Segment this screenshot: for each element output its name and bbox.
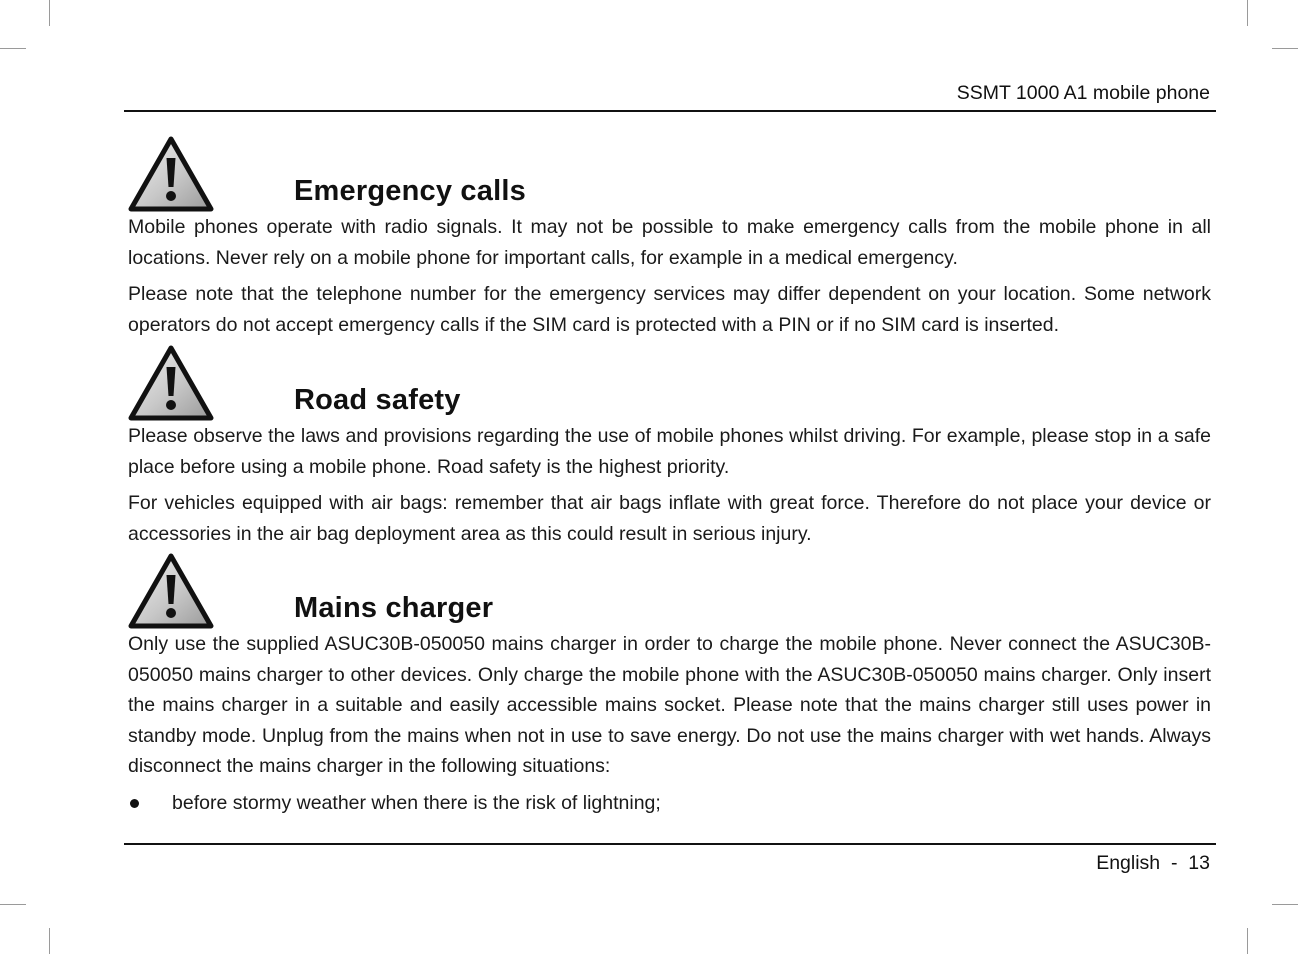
paragraph: For vehicles equipped with air bags: remember that air bags inflate with great force. Therefore do not place your device or accessories in the air bag deployment area as this could result in serious injury. (128, 492, 1211, 545)
section-title: Emergency calls (294, 175, 526, 207)
section-heading (128, 553, 1211, 629)
crop-mark (0, 48, 26, 49)
section-title: Mains charger (294, 592, 494, 624)
crop-mark (1247, 928, 1248, 954)
section-emergency-calls (128, 136, 1211, 346)
paragraph: Please note that the telephone number for the emergency services may differ dependent on your location. Some network operators do not accept emergency calls if the SIM card is protected with a PIN or if no SIM card is inserted. (128, 283, 1211, 336)
crop-mark (1272, 48, 1298, 49)
running-header: SSMT 1000 A1 mobile phone (956, 82, 1210, 104)
section-road-safety (128, 345, 1211, 555)
crop-mark (1247, 0, 1248, 26)
bullet-icon (130, 799, 139, 808)
list-item (128, 788, 1211, 818)
footer-rule (124, 843, 1216, 845)
header-rule (124, 110, 1216, 112)
section-heading (128, 136, 1211, 212)
section-title: Road safety (294, 384, 461, 416)
crop-mark (49, 0, 50, 26)
section-heading (128, 345, 1211, 421)
warning-triangle-icon (128, 553, 214, 629)
crop-mark (49, 928, 50, 954)
warning-triangle-icon (128, 345, 214, 421)
paragraph: Only use the supplied ASUC30B-050050 mains charger in order to charge the mobile phone. Never connect the ASUC30B-050050 mains charger to other devices. Only charge the mobile phone with the ASUC30B-050050 mains charger. Only insert the mains charger in a suitable and easily accessible mains socket. Please note that the mains charger still uses power in standby mode. Unplug from the mains when not in use to save energy. Do not use the mains charger with wet hands. Always disconnect the mains charger in the following situations: (128, 633, 1211, 777)
bullet-list (128, 788, 1211, 818)
paragraph: Mobile phones operate with radio signals. It may not be possible to make emergency calls from the mobile phone in all locations. Never rely on a mobile phone for important calls, for example in a medical emergency. (128, 216, 1211, 269)
crop-mark (0, 904, 26, 905)
section-mains-charger (128, 553, 1211, 818)
crop-mark (1272, 904, 1298, 905)
paragraph: Please observe the laws and provisions regarding the use of mobile phones whilst driving. For example, please stop in a safe place before using a mobile phone. Road safety is the highest priority. (128, 425, 1211, 478)
page-footer: English - 13 (1096, 852, 1210, 874)
list-item-text: before stormy weather when there is the risk of lightning; (172, 791, 661, 814)
warning-triangle-icon (128, 136, 214, 212)
